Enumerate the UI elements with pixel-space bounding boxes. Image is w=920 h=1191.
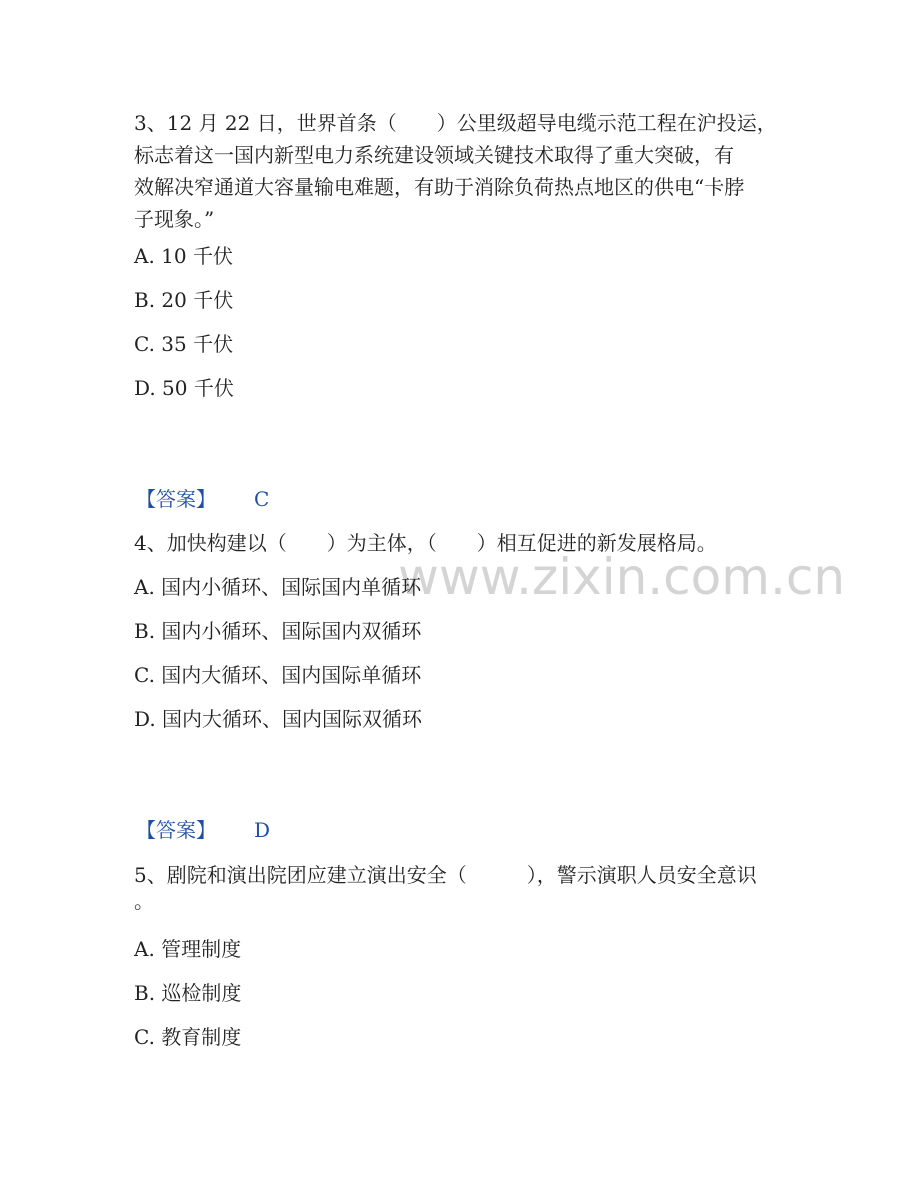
q3-line-4: 子现象。” bbox=[134, 207, 215, 231]
q3-option-d: D. 50 千伏 bbox=[134, 376, 234, 400]
q3-answer-value: C bbox=[254, 487, 270, 511]
q3-line-1: 3、12 月 22 日，世界首条（ ）公里级超导电缆示范工程在沪投运， bbox=[134, 111, 777, 135]
q5-line-2: 。 bbox=[134, 889, 154, 913]
q5-option-c: C. 教育制度 bbox=[134, 1025, 242, 1049]
q3-option-a: A. 10 千伏 bbox=[134, 244, 233, 268]
q5-line-1: 5、剧院和演出院团应建立演出安全（ ），警示演职人员安全意识 bbox=[134, 863, 757, 887]
q4-answer-value: D bbox=[254, 818, 271, 842]
q4-option-c: C. 国内大循环、国内国际单循环 bbox=[134, 663, 422, 687]
q5-option-a: A. 管理制度 bbox=[134, 937, 242, 961]
q3-answer-label: 【答案】 bbox=[136, 487, 216, 511]
q3-line-3: 效解决窄通道大容量输电难题，有助于消除负荷热点地区的供电“卡脖 bbox=[134, 175, 745, 199]
q3-line-2: 标志着这一国内新型电力系统建设领域关键技术取得了重大突破，有 bbox=[134, 143, 734, 167]
q5-option-b: B. 巡检制度 bbox=[134, 981, 242, 1005]
q3-answer bbox=[136, 484, 269, 514]
q4-line-1: 4、加快构建以（ ）为主体，（ ）相互促进的新发展格局。 bbox=[134, 531, 717, 555]
q4-option-d: D. 国内大循环、国内国际双循环 bbox=[134, 707, 423, 731]
q3-option-b: B. 20 千伏 bbox=[134, 288, 234, 312]
q3-option-c: C. 35 千伏 bbox=[134, 332, 234, 356]
q4-option-a: A. 国内小循环、国际国内单循环 bbox=[134, 575, 422, 599]
q4-option-b: B. 国内小循环、国际国内双循环 bbox=[134, 619, 422, 643]
q4-answer bbox=[136, 815, 270, 845]
watermark: www.zixin.com.cn bbox=[398, 548, 846, 606]
q4-answer-label: 【答案】 bbox=[136, 818, 216, 842]
